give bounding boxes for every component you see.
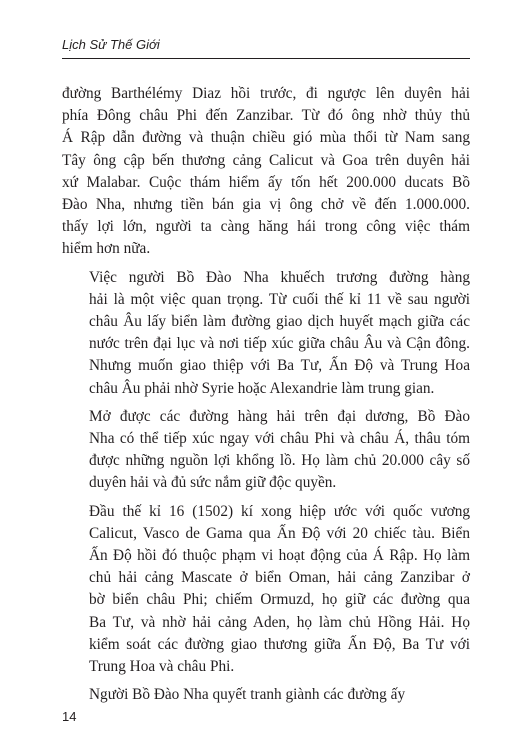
text-line: châu Âu phải nhờ Syrie hoặc Alexandrie làm trung gian. [89, 379, 435, 397]
text-line: duyên hải và đủ sức nắm giữ độc quyền. [89, 474, 337, 492]
body-text [62, 83, 470, 712]
text-line: bờ biển châu Phi; chiếm Ormuzd, họ giữ các đường qua [89, 591, 470, 609]
paragraph [62, 684, 470, 706]
text-line: Trung Hoa và châu Phi. [89, 658, 235, 676]
page-number: 14 [62, 709, 77, 724]
text-line: Ba Tư, và nhờ hải cảng Aden, họ làm chủ Hồng Hải. Họ [89, 613, 470, 631]
paragraph [62, 267, 470, 400]
text-line: Người Bồ Đào Nha quyết tranh giành các đường ấy [89, 686, 406, 704]
header-rule [62, 58, 470, 59]
text-line: nước trên đại lục và nơi tiếp xúc giữa châu Âu và Cận đông. [89, 335, 470, 353]
paragraph [62, 406, 470, 495]
text-line: hiểm hơn nữa. [62, 240, 151, 258]
running-title: Lịch Sử Thế Giới [62, 37, 160, 52]
text-line: xứ Malabar. Cuộc thám hiểm ấy tốn hết 200.000 ducats Bồ [62, 173, 470, 191]
text-line: hải là một việc quan trọng. Từ cuối thế kỉ 11 về sau người [89, 290, 470, 308]
text-line: Nhưng muốn giao thiệp với Ba Tư, Ấn Độ và Trung Hoa [89, 357, 470, 375]
text-line: kiểm soát các đường giao thương giữa Ấn Độ, Ba Tư với [89, 635, 470, 653]
text-line: Mở được các đường hàng hải trên đại dương, Bồ Đào [89, 407, 470, 425]
text-line: Đào Nha, nhưng tiền bán gia vị ông chở về đến 1.000.000. [62, 196, 470, 214]
text-line: Nha có thể tiếp xúc ngay với châu Phi và châu Á, thâu tóm [89, 430, 470, 448]
text-line: Tây ông cập bến thương cảng Calicut và Goa trên duyên hải [62, 151, 470, 169]
text-line: được những nguồn lợi khổng lồ. Họ làm chủ 20.000 cây số [89, 452, 470, 470]
paragraph [62, 501, 470, 679]
text-line: Calicut, Vasco de Gama qua Ấn Độ với 20 chiếc tàu. Biển [89, 524, 470, 542]
text-line: Á Rập dẫn đường và thuận chiều gió mùa thổi từ Nam sang [62, 129, 470, 147]
text-line: Ấn Độ hồi đó thuộc phạm vi hoạt động của Á Rập. Họ làm [89, 547, 470, 565]
text-line: chủ hải cảng Mascate ở biển Oman, hải cảng Zanzibar ở [89, 569, 470, 587]
text-line: thấy lợi lớn, người ta càng hăng hái trong công việc thám [62, 218, 470, 236]
text-line: đường Barthélémy Diaz hồi trước, đi ngược lên duyên hải [62, 85, 470, 102]
text-line: Đầu thế kỉ 16 (1502) kí xong hiệp ước với quốc vương [89, 502, 470, 520]
text-line: châu Âu lấy biển làm đường giao dịch huyết mạch giữa các [89, 313, 470, 331]
paragraph [62, 83, 470, 261]
text-line: phía Đông châu Phi đến Zanzibar. Từ đó ông nhờ thủy thủ [62, 107, 470, 125]
text-line: Việc người Bồ Đào Nha khuếch trương đường hàng [89, 268, 470, 286]
